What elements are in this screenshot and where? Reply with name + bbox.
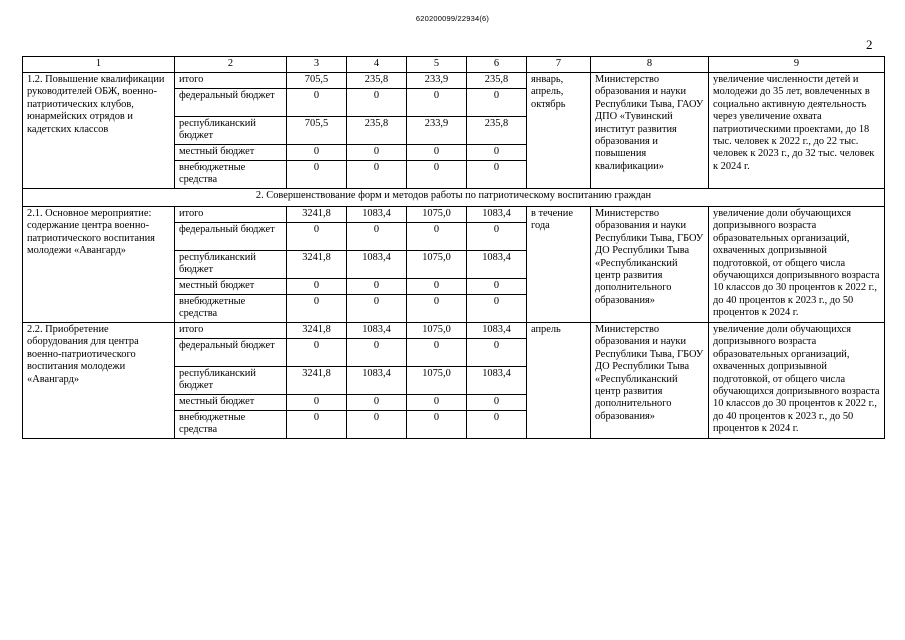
amount-cell: 0 bbox=[407, 279, 467, 295]
deadline-cell: апрель bbox=[527, 323, 591, 439]
header-cell: 9 bbox=[709, 57, 885, 73]
amount-cell: 235,8 bbox=[467, 117, 527, 145]
activity-name-cell: 1.2. Повышение квалификации руководителей ОБЖ, военно-патриотических клубов, юнармейских отрядов и кадетских классов bbox=[23, 73, 175, 189]
amount-cell: 0 bbox=[287, 223, 347, 251]
amount-cell: 0 bbox=[287, 395, 347, 411]
amount-cell: 3241,8 bbox=[287, 323, 347, 339]
funding-source-cell: республиканский бюджет bbox=[175, 367, 287, 395]
amount-cell: 0 bbox=[287, 279, 347, 295]
amount-cell: 235,8 bbox=[347, 117, 407, 145]
amount-cell: 0 bbox=[347, 411, 407, 439]
funding-source-cell: республиканский бюджет bbox=[175, 117, 287, 145]
amount-cell: 0 bbox=[407, 411, 467, 439]
program-table bbox=[22, 56, 885, 439]
header-cell: 3 bbox=[287, 57, 347, 73]
amount-cell: 0 bbox=[467, 161, 527, 189]
amount-cell: 3241,8 bbox=[287, 251, 347, 279]
header-cell: 1 bbox=[23, 57, 175, 73]
amount-cell: 0 bbox=[347, 395, 407, 411]
funding-source-cell: федеральный бюджет bbox=[175, 223, 287, 251]
amount-cell: 1075,0 bbox=[407, 323, 467, 339]
funding-source-cell: республиканский бюджет bbox=[175, 251, 287, 279]
amount-cell: 0 bbox=[347, 223, 407, 251]
amount-cell: 0 bbox=[287, 411, 347, 439]
amount-cell: 705,5 bbox=[287, 117, 347, 145]
amount-cell: 0 bbox=[287, 161, 347, 189]
executor-cell: Министерство образования и науки Республики Тыва, ГБОУ ДО Республики Тыва «Республиканский центр развития дополнительного образования» bbox=[591, 207, 709, 323]
funding-source-cell: местный бюджет bbox=[175, 145, 287, 161]
section-title: 2. Совершенствование форм и методов работы по патриотическому воспитанию граждан bbox=[23, 189, 885, 207]
deadline-cell: в течение года bbox=[527, 207, 591, 323]
amount-cell: 0 bbox=[407, 395, 467, 411]
amount-cell: 0 bbox=[347, 295, 407, 323]
amount-cell: 1083,4 bbox=[347, 207, 407, 223]
activity-name-cell: 2.2. Приобретение оборудования для центра военно-патриотического воспитания молодежи «Авангард» bbox=[23, 323, 175, 439]
header-cell: 8 bbox=[591, 57, 709, 73]
amount-cell: 1083,4 bbox=[467, 251, 527, 279]
amount-cell: 1083,4 bbox=[467, 207, 527, 223]
funding-source-cell: внебюджетные средства bbox=[175, 295, 287, 323]
header-cell: 4 bbox=[347, 57, 407, 73]
executor-cell: Министерство образования и науки Республики Тыва, ГАОУ ДПО «Тувинский институт развития образования и повышения квалификации» bbox=[591, 73, 709, 189]
amount-cell: 0 bbox=[347, 89, 407, 117]
amount-cell: 0 bbox=[407, 339, 467, 367]
activity-name-cell: 2.1. Основное мероприятие: содержание центра военно-патриотического воспитания молодежи «Авангард» bbox=[23, 207, 175, 323]
funding-source-cell: федеральный бюджет bbox=[175, 89, 287, 117]
amount-cell: 705,5 bbox=[287, 73, 347, 89]
table-row bbox=[23, 323, 885, 339]
table-body bbox=[23, 57, 885, 439]
amount-cell: 0 bbox=[407, 295, 467, 323]
deadline-cell: январь, апрель, октябрь bbox=[527, 73, 591, 189]
executor-cell: Министерство образования и науки Республики Тыва, ГБОУ ДО Республики Тыва «Республиканский центр развития дополнительного образования» bbox=[591, 323, 709, 439]
header-cell: 5 bbox=[407, 57, 467, 73]
amount-cell: 1083,4 bbox=[347, 367, 407, 395]
amount-cell: 3241,8 bbox=[287, 367, 347, 395]
header-cell: 7 bbox=[527, 57, 591, 73]
document-number: 620200099/22934(6) bbox=[415, 14, 490, 23]
amount-cell: 0 bbox=[467, 339, 527, 367]
table-row bbox=[23, 73, 885, 89]
amount-cell: 1083,4 bbox=[347, 251, 407, 279]
amount-cell: 0 bbox=[407, 89, 467, 117]
amount-cell: 0 bbox=[467, 411, 527, 439]
amount-cell: 0 bbox=[287, 339, 347, 367]
amount-cell: 233,9 bbox=[407, 117, 467, 145]
funding-source-cell: внебюджетные средства bbox=[175, 161, 287, 189]
funding-source-cell: федеральный бюджет bbox=[175, 339, 287, 367]
amount-cell: 0 bbox=[287, 295, 347, 323]
table-row bbox=[23, 207, 885, 223]
amount-cell: 0 bbox=[467, 395, 527, 411]
amount-cell: 233,9 bbox=[407, 73, 467, 89]
amount-cell: 0 bbox=[407, 145, 467, 161]
amount-cell: 0 bbox=[407, 161, 467, 189]
amount-cell: 1083,4 bbox=[467, 367, 527, 395]
amount-cell: 1075,0 bbox=[407, 367, 467, 395]
amount-cell: 0 bbox=[467, 89, 527, 117]
amount-cell: 1075,0 bbox=[407, 207, 467, 223]
funding-source-cell: внебюджетные средства bbox=[175, 411, 287, 439]
amount-cell: 0 bbox=[347, 145, 407, 161]
header-cell: 6 bbox=[467, 57, 527, 73]
amount-cell: 0 bbox=[407, 223, 467, 251]
amount-cell: 3241,8 bbox=[287, 207, 347, 223]
result-cell: увеличение доли обучающихся допризывного возраста образовательных организаций, охваченных допризывной подготовкой, от общего числа обучающихся допризывного возраста 10 классов до 30 процентов к 2022 г., до 40 процентов к 2023 г., до 50 процентов к 2024 г. bbox=[709, 207, 885, 323]
amount-cell: 0 bbox=[467, 279, 527, 295]
section-row bbox=[23, 189, 885, 207]
result-cell: увеличение доли обучающихся допризывного возраста образовательных организаций, охваченных допризывной подготовкой, от общего числа обучающихся допризывного возраста 10 классов до 30 процентов к 2022 г., до 40 процентов к 2023 г., до 50 процентов к 2024 г. bbox=[709, 323, 885, 439]
amount-cell: 0 bbox=[347, 161, 407, 189]
funding-source-cell: местный бюджет bbox=[175, 279, 287, 295]
result-cell: увеличение численности детей и молодежи до 35 лет, вовлеченных в социально активную деятельность через увеличение охвата патриотическими проектами, до 18 тыс. человек к 2022 г., до 22 тыс. человек к 2023 г., до 32 тыс. человек к 2024 г. bbox=[709, 73, 885, 189]
amount-cell: 235,8 bbox=[467, 73, 527, 89]
funding-source-cell: итого bbox=[175, 323, 287, 339]
amount-cell: 0 bbox=[467, 145, 527, 161]
amount-cell: 1083,4 bbox=[347, 323, 407, 339]
amount-cell: 1075,0 bbox=[407, 251, 467, 279]
amount-cell: 0 bbox=[347, 279, 407, 295]
amount-cell: 0 bbox=[467, 295, 527, 323]
header-cell: 2 bbox=[175, 57, 287, 73]
amount-cell: 235,8 bbox=[347, 73, 407, 89]
page-number: 2 bbox=[866, 37, 873, 52]
amount-cell: 0 bbox=[467, 223, 527, 251]
funding-source-cell: итого bbox=[175, 73, 287, 89]
amount-cell: 1083,4 bbox=[467, 323, 527, 339]
amount-cell: 0 bbox=[287, 89, 347, 117]
amount-cell: 0 bbox=[347, 339, 407, 367]
amount-cell: 0 bbox=[287, 145, 347, 161]
funding-source-cell: итого bbox=[175, 207, 287, 223]
funding-source-cell: местный бюджет bbox=[175, 395, 287, 411]
header-row bbox=[23, 57, 885, 73]
